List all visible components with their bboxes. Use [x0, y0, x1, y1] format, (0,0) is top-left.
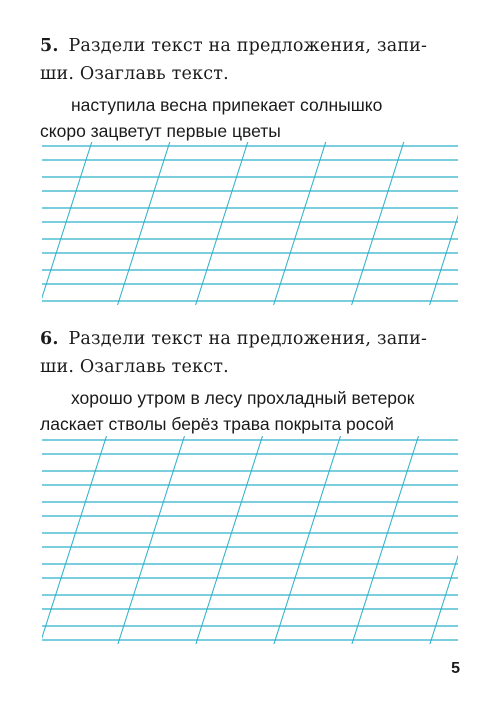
task-5-text-line1: наступила весна припекает солнышко — [71, 95, 383, 115]
task-5 — [40, 32, 460, 144]
slant-line — [0, 420, 34, 650]
page-number: 5 — [451, 660, 460, 677]
slant-line — [272, 130, 330, 310]
task-5-writing-grid[interactable] — [0, 130, 500, 310]
slant-line — [194, 130, 252, 310]
slant-line — [350, 130, 408, 310]
task-5-instruction — [40, 32, 460, 88]
slant-line — [0, 130, 18, 310]
task-5-text-line2: скоро зацветут первые цветы — [40, 121, 281, 141]
task-5-instruction-line2: ши. Озаглавь текст. — [40, 64, 229, 84]
task-6-text-line1: хорошо утром в лесу прохладный ветерок — [71, 388, 415, 408]
task-6-instruction-line1: Раздели текст на предложения, запи- — [68, 329, 428, 349]
slant-line — [428, 130, 486, 310]
task-6-writing-grid[interactable] — [0, 420, 500, 650]
task-6-text-line2: ласкает стволы берёз трава покрыта росой — [40, 414, 394, 434]
task-5-instruction-line1: Раздели текст на предложения, запи- — [68, 36, 428, 56]
task-6-number: 6. — [40, 329, 59, 349]
slant-line — [116, 130, 174, 310]
task-6-instruction — [40, 325, 460, 381]
task-5-number: 5. — [40, 36, 59, 56]
slant-line — [38, 130, 96, 310]
task-6-instruction-line2: ши. Озаглавь текст. — [40, 357, 229, 377]
